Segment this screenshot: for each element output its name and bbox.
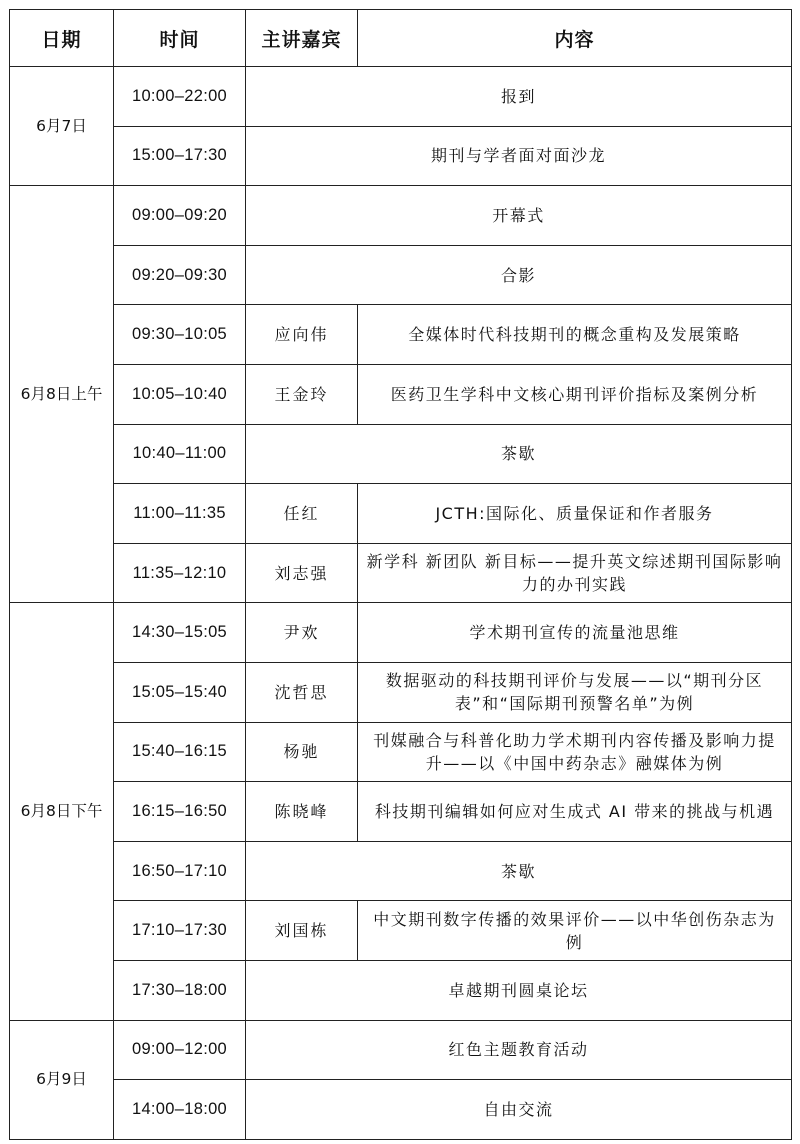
speaker-cell: 王金玲 (246, 364, 358, 424)
table-row (10, 543, 792, 603)
content-cell: 医药卫生学科中文核心期刊评价指标及案例分析 (358, 364, 792, 424)
table-row (10, 1020, 792, 1080)
content-cell: 茶歇 (246, 841, 792, 901)
header-row (10, 10, 792, 67)
table-row (10, 722, 792, 782)
speaker-cell: 应向伟 (246, 305, 358, 365)
schedule-body (10, 67, 792, 1140)
time-cell: 09:00–09:20 (114, 186, 246, 246)
content-cell: 期刊与学者面对面沙龙 (246, 126, 792, 186)
time-cell: 14:30–15:05 (114, 603, 246, 663)
content-cell: 刊媒融合与科普化助力学术期刊内容传播及影响力提升——以《中国中药杂志》融媒体为例 (358, 722, 792, 782)
speaker-cell: 陈晓峰 (246, 782, 358, 842)
content-cell: 数据驱动的科技期刊评价与发展——以“期刊分区表”和“国际期刊预警名单”为例 (358, 662, 792, 722)
table-row (10, 662, 792, 722)
content-cell: 报到 (246, 67, 792, 127)
content-cell: 自由交流 (246, 1080, 792, 1140)
date-cell: 6月8日上午 (10, 186, 114, 603)
table-row (10, 484, 792, 544)
speaker-cell: 杨驰 (246, 722, 358, 782)
table-row (10, 364, 792, 424)
header-speaker: 主讲嘉宾 (246, 10, 358, 67)
table-row (10, 126, 792, 186)
table-row (10, 67, 792, 127)
date-cell: 6月8日下午 (10, 603, 114, 1020)
content-cell: 中文期刊数字传播的效果评价——以中华创伤杂志为例 (358, 901, 792, 961)
header-time: 时间 (114, 10, 246, 67)
time-cell: 09:20–09:30 (114, 245, 246, 305)
content-cell: 科技期刊编辑如何应对生成式 AI 带来的挑战与机遇 (358, 782, 792, 842)
header-content: 内容 (358, 10, 792, 67)
content-cell: JCTH:国际化、质量保证和作者服务 (358, 484, 792, 544)
table-row (10, 782, 792, 842)
time-cell: 10:40–11:00 (114, 424, 246, 484)
time-cell: 16:15–16:50 (114, 782, 246, 842)
content-cell: 全媒体时代科技期刊的概念重构及发展策略 (358, 305, 792, 365)
time-cell: 15:05–15:40 (114, 662, 246, 722)
table-row (10, 1080, 792, 1140)
date-cell: 6月9日 (10, 1020, 114, 1139)
table-row (10, 186, 792, 246)
header-date: 日期 (10, 10, 114, 67)
time-cell: 14:00–18:00 (114, 1080, 246, 1140)
table-row (10, 245, 792, 305)
schedule-table (9, 9, 792, 1140)
time-cell: 15:00–17:30 (114, 126, 246, 186)
date-cell: 6月7日 (10, 67, 114, 186)
time-cell: 17:10–17:30 (114, 901, 246, 961)
table-row (10, 603, 792, 663)
content-cell: 红色主题教育活动 (246, 1020, 792, 1080)
table-row (10, 901, 792, 961)
time-cell: 15:40–16:15 (114, 722, 246, 782)
time-cell: 11:00–11:35 (114, 484, 246, 544)
content-cell: 新学科 新团队 新目标——提升英文综述期刊国际影响力的办刊实践 (358, 543, 792, 603)
content-cell: 卓越期刊圆桌论坛 (246, 960, 792, 1020)
time-cell: 10:00–22:00 (114, 67, 246, 127)
speaker-cell: 沈哲思 (246, 662, 358, 722)
speaker-cell: 刘志强 (246, 543, 358, 603)
table-row (10, 960, 792, 1020)
table-row (10, 305, 792, 365)
content-cell: 茶歇 (246, 424, 792, 484)
time-cell: 10:05–10:40 (114, 364, 246, 424)
content-cell: 合影 (246, 245, 792, 305)
time-cell: 17:30–18:00 (114, 960, 246, 1020)
content-cell: 开幕式 (246, 186, 792, 246)
speaker-cell: 刘国栋 (246, 901, 358, 961)
speaker-cell: 尹欢 (246, 603, 358, 663)
time-cell: 09:30–10:05 (114, 305, 246, 365)
time-cell: 09:00–12:00 (114, 1020, 246, 1080)
speaker-cell: 任红 (246, 484, 358, 544)
time-cell: 16:50–17:10 (114, 841, 246, 901)
table-row (10, 841, 792, 901)
content-cell: 学术期刊宣传的流量池思维 (358, 603, 792, 663)
table-row (10, 424, 792, 484)
time-cell: 11:35–12:10 (114, 543, 246, 603)
